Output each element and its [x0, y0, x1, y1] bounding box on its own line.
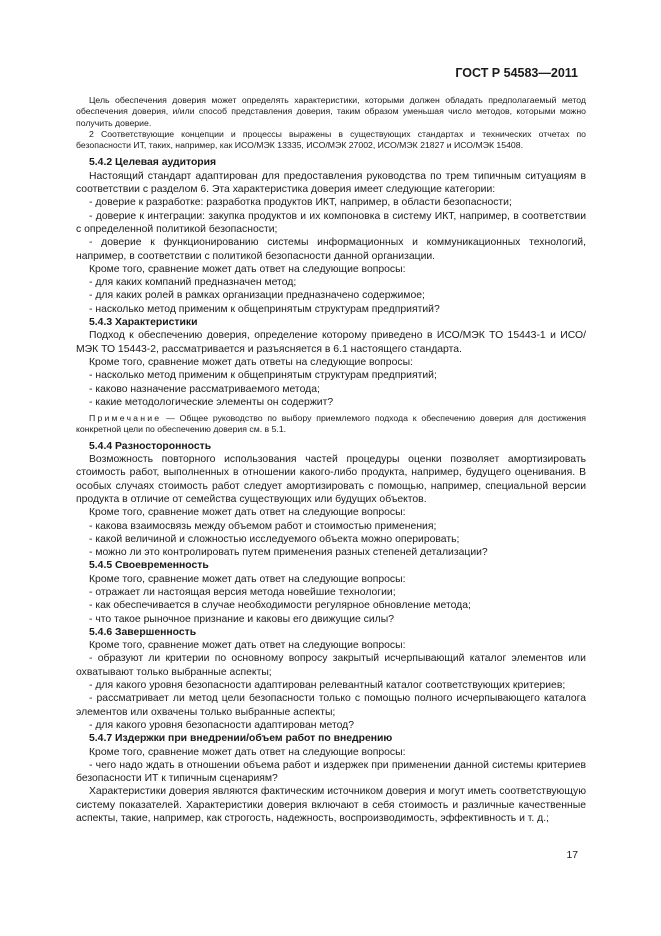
section-heading-5-4-6: 5.4.6 Завершенность [89, 626, 197, 638]
section-heading-5-4-5: 5.4.5 Своевременность [89, 560, 209, 572]
note-text: — Общее руководство по выбору приемлемого подхода к обеспечению доверия для достижения конкретной цели по обеспечению доверия см. в 5.1. [76, 413, 586, 435]
paragraph: Кроме того, сравнение может дать ответ на следующие вопросы: [89, 573, 406, 585]
note-paragraph: Цель обеспечения доверия может определять характеристики, которыми должен обладать предполагаемый метод обеспечения доверия, и/или способ представления доверия, таким образом уменьшая число методов, которыми можно получить доверие. [76, 95, 586, 128]
section-heading-5-4-4: 5.4.4 Разносторонность [89, 440, 212, 452]
document-id-header: ГОСТ Р 54583—2011 [455, 66, 578, 80]
paragraph: Кроме того, сравнение может дать ответ на следующие вопросы: [89, 746, 406, 758]
list-item: - доверие к разработке: разработка продуктов ИКТ, например, в области безопасности; [89, 197, 512, 209]
page-content [76, 95, 586, 825]
list-item: - какие методологические элементы он содержит? [89, 396, 334, 408]
list-item: - рассматривает ли метод цели безопасности только с помощью полного исчерпывающего каталога элементов или охвачены только выбранные аспекты; [76, 693, 586, 718]
list-item: - можно ли это контролировать путем применения разных степеней детализации? [89, 547, 488, 559]
note-label: Примечание [89, 413, 162, 424]
list-item: - насколько метод применим к общепринятым структурам предприятий; [89, 370, 437, 382]
list-item: - для каких компаний предназначен метод; [89, 277, 297, 289]
paragraph: Подход к обеспечению доверия, определение которому приведено в ИСО/МЭК ТО 15443-1 и ИСО/МЭК ТО 15443-2, рассматривается и разъясняется в 6.1 настоящего стандарта. [76, 330, 586, 355]
list-item: - доверие к интеграции: закупка продуктов и их компоновка в систему ИКТ, например, в соответствии с определенной политикой безопасности; [76, 210, 586, 235]
paragraph: Возможность повторного использования частей процедуры оценки позволяет амортизировать стоимость работ, выполненных в отношении какого-либо продукта, например, будущего оценивания. В особых случаях стоимость работ следует амортизировать с помощью, например, специальной версии продукта в отличие от семейства существующих или будущих объектов. [76, 454, 586, 505]
list-item: - отражает ли настоящая версия метода новейшие технологии; [89, 586, 396, 598]
list-item: - доверие к функционированию системы информационных и коммуникационных технологий, например, в соответствии с политикой безопасности данной организации. [76, 237, 586, 262]
paragraph: Характеристики доверия являются фактическим источником доверия и могут иметь соответствующую систему показателей. Характеристики доверия включают в себя стоимость и различные качественные аспекты, такие, например, как строгость, надежность, воспроизводимость, эффективность и т. д.; [76, 786, 586, 825]
note-paragraph: 2 Соответствующие концепции и процессы выражены в существующих стандартах и технических отчетах по безопасности ИТ, таких, например, как ИСО/МЭК 13335, ИСО/МЭК 27002, ИСО/МЭК 21827 и ИСО/МЭК 15408. [76, 128, 586, 151]
paragraph: Кроме того, сравнение может дать ответ на следующие вопросы: [89, 640, 406, 652]
paragraph: Кроме того, сравнение может дать ответ на следующие вопросы: [89, 507, 406, 519]
list-item: - что такое рыночное признание и каковы его движущие силы? [89, 613, 394, 625]
section-heading-5-4-2: 5.4.2 Целевая аудитория [89, 157, 217, 169]
page-number: 17 [566, 850, 578, 861]
list-item: - для какого уровня безопасности адаптирован метод? [89, 719, 354, 731]
list-item: - каково назначение рассматриваемого метода; [89, 383, 320, 395]
note-paragraph [76, 413, 586, 436]
paragraph: Кроме того, сравнение может дать ответы на следующие вопросы: [89, 356, 413, 368]
list-item: - для какого уровня безопасности адаптирован релевантный каталог соответствующих критериев; [89, 680, 566, 692]
list-item: - насколько метод применим к общепринятым структурам предприятий? [89, 303, 440, 315]
paragraph: Настоящий стандарт адаптирован для предоставления руководства по трем типичным ситуациям в соответствии с разделом 6. Эта характеристика доверия имеет следующие категории: [76, 170, 586, 196]
section-heading-5-4-7: 5.4.7 Издержки при внедрении/объем работ по внедрению [89, 733, 393, 745]
list-item: - образуют ли критерии по основному вопросу закрытый исчерпывающий каталог элементов или охватывают только выбранные аспекты; [76, 653, 586, 678]
list-item: - для каких ролей в рамках организации предназначено содержимое; [89, 290, 425, 302]
list-item: - какова взаимосвязь между объемом работ и стоимостью применения; [89, 520, 437, 532]
list-item: - чего надо ждать в отношении объема работ и издержек при применении данной системы критериев безопасности ИТ к типичным сценариям? [76, 759, 586, 785]
list-item: - как обеспечивается в случае необходимости регулярное обновление метода; [89, 600, 471, 612]
section-heading-5-4-3: 5.4.3 Характеристики [89, 317, 198, 329]
list-item: - какой величиной и сложностью исследуемого объекта можно оперировать; [89, 533, 460, 545]
paragraph: Кроме того, сравнение может дать ответ на следующие вопросы: [89, 263, 406, 275]
